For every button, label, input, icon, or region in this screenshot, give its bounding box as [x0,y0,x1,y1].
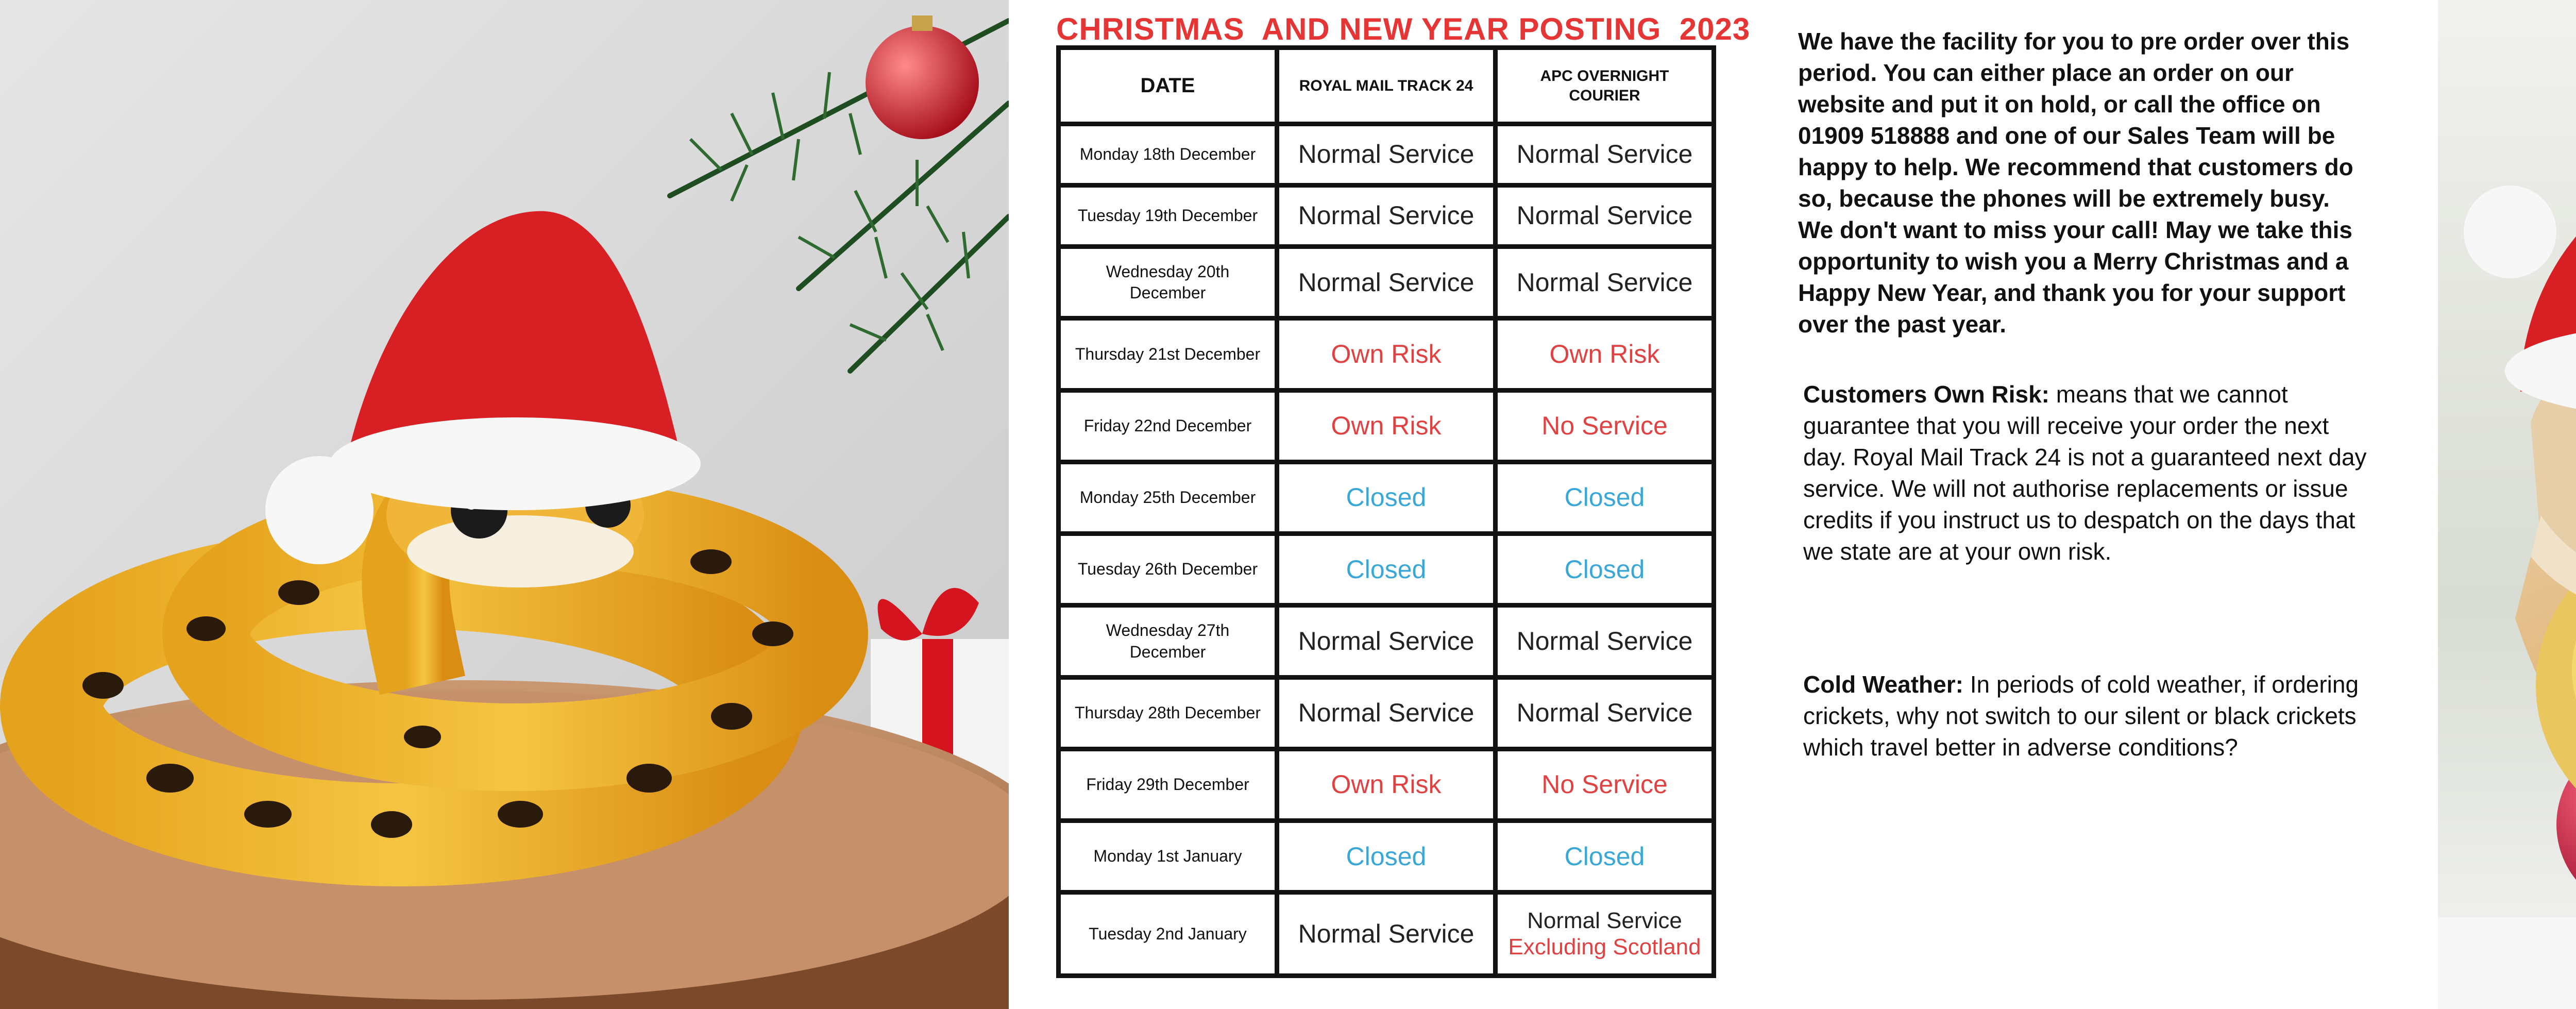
table-row [1059,534,1714,606]
cold-weather-note [1803,669,2370,763]
royal-mail-status-cell: Own Risk [1277,318,1496,390]
header-date: DATE [1059,48,1277,124]
date-cell: Wednesday 20th December [1059,247,1277,318]
apc-status-cell: No Service [1496,390,1714,462]
table-row [1059,677,1714,749]
apc-status-cell: Own Risk [1496,318,1714,390]
date-cell: Monday 25th December [1059,462,1277,533]
table-row [1059,462,1714,533]
royal-mail-status-cell: Closed [1277,534,1496,606]
posting-schedule-table [1056,45,1716,978]
schedule-body [1059,124,1714,976]
royal-mail-status-cell: Normal Service [1277,677,1496,749]
apc-status-note: Excluding Scotland [1508,934,1701,960]
table-row [1059,606,1714,677]
cold-weather-body: In periods of cold weather, if ordering crickets, why not switch to our silent or black crickets which travel better in adverse conditions? [1803,671,2359,761]
royal-mail-status-cell: Closed [1277,821,1496,893]
date-cell: Monday 1st January [1059,821,1277,893]
table-row [1059,893,1714,976]
date-cell: Monday 18th December [1059,124,1277,186]
header-row [1059,48,1714,124]
own-risk-heading: Customers Own Risk: [1803,381,2049,408]
date-cell: Friday 22nd December [1059,390,1277,462]
date-cell: Tuesday 19th December [1059,186,1277,247]
header-royal-mail: ROYAL MAIL TRACK 24 [1277,48,1496,124]
own-risk-note [1803,379,2370,567]
apc-status-cell: Normal Service [1496,186,1714,247]
apc-status-cell: Normal Service [1496,124,1714,186]
royal-mail-status-cell: Normal Service [1277,893,1496,976]
royal-mail-status-cell: Own Risk [1277,390,1496,462]
table-row [1059,318,1714,390]
table-row [1059,247,1714,318]
posting-title: CHRISTMAS AND NEW YEAR POSTING 2023 [1056,12,1751,46]
bearded-dragon-santa-photo [2438,0,2576,1009]
table-row [1059,821,1714,893]
table-row [1059,124,1714,186]
apc-status-cell: No Service [1496,749,1714,820]
date-cell: Tuesday 2nd January [1059,893,1277,976]
apc-status-cell: Normal Service [1496,247,1714,318]
apc-status-cell: Normal Service [1496,606,1714,677]
apc-status-cell: Closed [1496,821,1714,893]
table-row [1059,186,1714,247]
date-cell: Thursday 28th December [1059,677,1277,749]
apc-status-cell: Closed [1496,462,1714,533]
apc-status-cell: Normal Service [1496,677,1714,749]
apc-status-text: Normal Service [1527,908,1682,934]
snake-santa-photo [0,0,1009,1009]
header-apc: APC OVERNIGHT COURIER [1496,48,1714,124]
royal-mail-status-cell: Normal Service [1277,124,1496,186]
date-cell: Friday 29th December [1059,749,1277,820]
preorder-paragraph: We have the facility for you to pre order over this period. You can either place an order on our website and put it on hold, or call the office on 01909 518888 and one of our Sales Team will be happy to help. We recommend that customers do so, because the phones will be extremely busy. We don't want to miss your call! May we take this opportunity to wish you a Merry Christmas and a Happy New Year, and thank you for your support over the past year. [1798,28,2353,338]
date-cell: Thursday 21st December [1059,318,1277,390]
royal-mail-status-cell: Normal Service [1277,247,1496,318]
apc-status-cell: Closed [1496,534,1714,606]
table-row [1059,749,1714,820]
royal-mail-status-cell: Normal Service [1277,186,1496,247]
own-risk-body: means that we cannot guarantee that you will receive your order the next day. Royal Mail Track 24 is not a guaranteed next day service. We will not authorise replacements or issue credits if you instruct us to despatch on the days that we state are at your own risk. [1803,381,2367,565]
date-cell: Wednesday 27th December [1059,606,1277,677]
royal-mail-status-cell: Own Risk [1277,749,1496,820]
cold-weather-heading: Cold Weather: [1803,671,1963,698]
table-row [1059,390,1714,462]
apc-status-cell [1496,893,1714,976]
date-cell: Tuesday 26th December [1059,534,1277,606]
royal-mail-status-cell: Closed [1277,462,1496,533]
royal-mail-status-cell: Normal Service [1277,606,1496,677]
